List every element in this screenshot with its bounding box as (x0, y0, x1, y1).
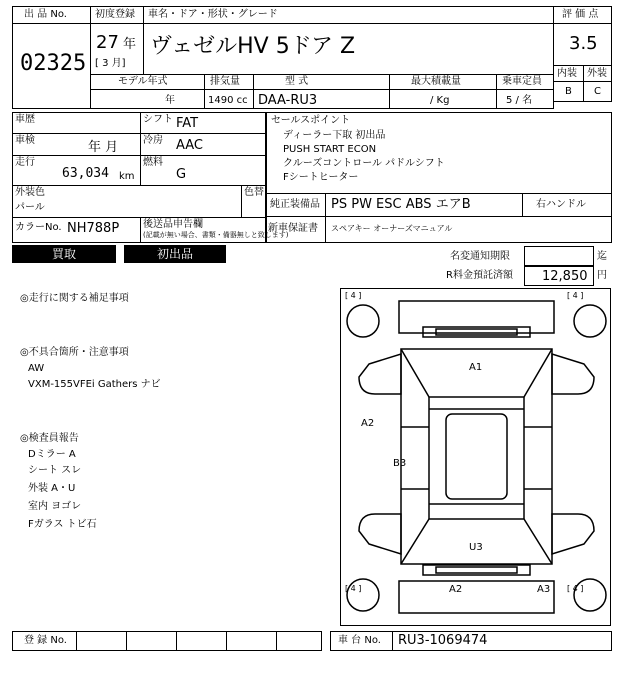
inspection-value: 年 月 (88, 140, 119, 155)
damage-mark-a2-rear: A2 (449, 584, 463, 595)
defect-item: VXM-155VFEi Gathers ナビ (28, 379, 161, 390)
damage-mark-a3: A3 (537, 584, 551, 595)
inspector-item: Dミラー A (28, 449, 76, 460)
first-reg-label: 初度登録 (95, 9, 135, 20)
recycle-unit: 円 (597, 270, 607, 281)
ac-label: 冷房 (143, 135, 163, 146)
model-year-label: モデル年式 (118, 76, 168, 87)
tire-tread-rr: [ 4 ] (567, 584, 584, 593)
inspection-label: 車検 (15, 135, 35, 146)
notes-inspector-heading: ◎検査員報告 (20, 433, 79, 444)
capacity-label: 乗車定員 (502, 76, 542, 87)
registration-label: 登 録 No. (24, 635, 67, 646)
capacity-value: 5 / 名 (506, 95, 533, 106)
tire-tread-fl: [ 4 ] (345, 291, 362, 300)
after-note: (記載が無い場合、書類・備器無しと致します) (143, 231, 289, 239)
sales-point-item: クルーズコントロール パドルシフト (283, 158, 445, 169)
car-name: ヴェゼルHV 5ドア Z (150, 34, 356, 59)
mileage-label: 走行 (15, 157, 35, 168)
damage-mark-a1: A1 (469, 362, 483, 373)
sales-point-item: Fシートヒーター (283, 172, 359, 183)
displacement-label: 排気量 (210, 76, 240, 87)
defect-item: AW (28, 363, 45, 374)
model-year-unit: 年 (165, 95, 175, 106)
color-change-label: 色替 (244, 187, 264, 198)
inspector-item: Fガラス トビ石 (28, 519, 97, 530)
fuel-label: 燃料 (143, 157, 163, 168)
history-label: 車歴 (15, 114, 35, 125)
exterior-grade: C (594, 86, 601, 97)
recycle-label: R料金預託済額 (446, 270, 513, 281)
sales-point-item: ディーラー下取 初出品 (283, 130, 386, 141)
model-value: DAA-RU3 (258, 93, 318, 108)
shift-value: FAT (176, 116, 199, 131)
model-label: 型 式 (285, 76, 309, 87)
sales-points-label: セールスポイント (271, 115, 351, 126)
fuel-value: G (176, 167, 187, 182)
displacement-value: 1490 cc (208, 95, 248, 106)
color-value: パール (15, 202, 45, 213)
recycle-value: 12,850 (542, 269, 588, 284)
car-diagram (340, 288, 611, 626)
mileage-unit: km (119, 171, 135, 182)
details-box (12, 112, 266, 218)
tire-tread-fr: [ 4 ] (567, 291, 584, 300)
score-value: 3.5 (569, 33, 598, 54)
inspector-item: 室内 ヨゴレ (28, 501, 82, 512)
ac-value: AAC (176, 138, 203, 153)
color-no-label: カラーNo. (15, 222, 62, 233)
drive-value: 右ハンドル (536, 199, 586, 210)
equipment-label: 純正装備品 (270, 199, 320, 210)
chassis-value: RU3-1069474 (398, 633, 488, 648)
notice-label: 名変通知期限 (450, 251, 510, 262)
car-outline-svg (341, 289, 611, 626)
warranty-label: 新車保証書 (268, 223, 318, 234)
score-label: 評 価 点 (562, 9, 599, 20)
first-reg-year: 27 (96, 32, 119, 53)
load-value: / Kg (430, 95, 450, 106)
warranty-value: スペアキー オーナーズマニュアル (331, 224, 453, 233)
inspector-item: シート スレ (28, 465, 82, 476)
first-listing-badge: 初出品 (124, 245, 226, 263)
mileage-value: 63,034 (62, 166, 109, 181)
notice-value-box (524, 246, 594, 266)
after-label: 後送品申告欄 (143, 219, 203, 230)
inspector-item: 外装 A・U (28, 483, 76, 494)
first-reg-month: [ 3 月] (95, 58, 126, 69)
color-no-value: NH788P (67, 221, 120, 236)
exterior-label: 外装 (587, 68, 607, 79)
tire-tread-rl: [ 4 ] (345, 584, 362, 593)
notes-driving-heading: ◎走行に関する補足事項 (20, 293, 129, 304)
interior-grade: B (565, 86, 572, 97)
lot-number: 02325 (20, 51, 87, 76)
interior-label: 内装 (557, 68, 577, 79)
damage-mark-a2-side: A2 (361, 418, 375, 429)
notes-defects-heading: ◎不具合箇所・注意事項 (20, 347, 129, 358)
shift-label: シフト (143, 114, 173, 125)
equipment-value: PS PW ESC ABS エアB (331, 197, 471, 212)
buy-badge: 買取 (12, 245, 116, 263)
car-label: 車名・ドア・形状・グレード (148, 9, 278, 20)
damage-mark-u3: U3 (469, 542, 483, 553)
lot-label: 出 品 No. (24, 9, 67, 20)
year-unit: 年 (123, 37, 137, 52)
color-label: 外装色 (15, 187, 45, 198)
sales-point-item: PUSH START ECON (283, 144, 377, 155)
load-label: 最大積載量 (411, 76, 461, 87)
damage-mark-b3: B3 (393, 458, 407, 469)
notice-unit: 迄 (597, 251, 607, 262)
chassis-label: 車 台 No. (338, 635, 381, 646)
